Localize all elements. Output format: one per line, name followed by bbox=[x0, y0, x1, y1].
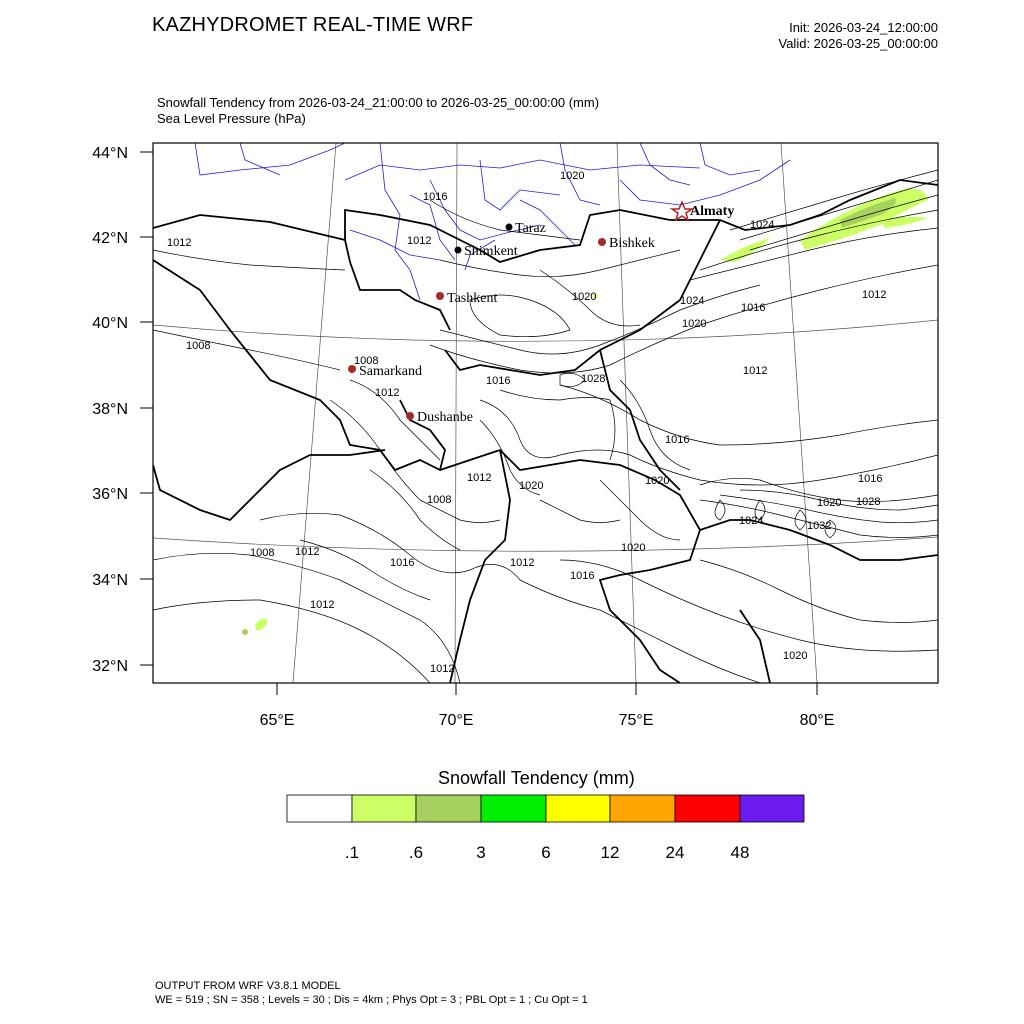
contour-label: 1024 bbox=[750, 219, 775, 231]
lat-label: 32°N bbox=[92, 658, 128, 675]
contour-label: 1012 bbox=[862, 289, 887, 301]
contour-label: 1020 bbox=[621, 542, 646, 554]
init-time: Init: 2026-03-24_12:00:00 bbox=[789, 20, 938, 35]
legend-swatch bbox=[740, 795, 804, 822]
legend-label: .1 bbox=[344, 843, 360, 862]
model-config: WE = 519 ; SN = 358 ; Levels = 30 ; Dis = 4km ; Phys Opt = 3 ; PBL Opt = 1 ; Cu Opt = 1 bbox=[155, 994, 588, 1006]
contour-label: 1020 bbox=[682, 318, 707, 330]
contour-label: 1012 bbox=[167, 237, 192, 249]
contour-label: 1012 bbox=[510, 557, 535, 569]
contour-label: 1012 bbox=[467, 472, 492, 484]
city-shimkent bbox=[455, 244, 518, 259]
contour-label: 1008 bbox=[427, 494, 452, 506]
lat-label: 38°N bbox=[92, 401, 128, 418]
contour-label: 1008 bbox=[354, 355, 379, 367]
lat-label: 36°N bbox=[92, 486, 128, 503]
model-info bbox=[155, 979, 588, 1007]
contour-label: 1024 bbox=[739, 515, 764, 527]
city-label: Tashkent bbox=[447, 291, 498, 306]
lon-label: 80°E bbox=[799, 712, 835, 729]
city-label: Shimkent bbox=[464, 244, 518, 259]
map-title: KAZHYDROMET REAL-TIME WRF bbox=[152, 14, 474, 36]
legend-label: 6 bbox=[541, 843, 551, 862]
contour-label: 1016 bbox=[570, 570, 595, 582]
contour-label: 1012 bbox=[310, 599, 335, 611]
legend-label: .6 bbox=[408, 843, 424, 862]
legend-swatch bbox=[546, 795, 610, 822]
contour-label: 1020 bbox=[560, 170, 585, 182]
city-label: Dushanbe bbox=[417, 410, 473, 425]
contour-label: 1012 bbox=[430, 663, 455, 675]
contour-label: 1016 bbox=[423, 191, 448, 203]
contour-label: 1012 bbox=[295, 546, 320, 558]
contour-label: 1008 bbox=[250, 547, 275, 559]
lat-label: 42°N bbox=[92, 230, 128, 247]
contour-label: 1020 bbox=[572, 291, 597, 303]
contour-label: 1016 bbox=[858, 473, 883, 485]
city-dot-icon bbox=[406, 412, 414, 420]
city-label: Samarkand bbox=[359, 364, 422, 379]
contour-label: 1020 bbox=[645, 475, 670, 487]
contour-label: 1032 bbox=[807, 520, 832, 532]
contour-label: 1016 bbox=[486, 375, 511, 387]
legend-label: 48 bbox=[730, 843, 750, 862]
contour-label: 1028 bbox=[856, 496, 881, 508]
legend-label: 12 bbox=[600, 843, 620, 862]
city-dot-icon bbox=[455, 247, 462, 254]
contour-label: 1024 bbox=[680, 295, 705, 307]
lat-label: 40°N bbox=[92, 315, 128, 332]
city-label: Almaty bbox=[690, 204, 735, 219]
city-dot-icon bbox=[598, 238, 606, 246]
snowfall-field-label: Snowfall Tendency from 2026-03-24_21:00:00 to 2026-03-25_00:00:00 (mm) bbox=[157, 95, 600, 110]
contour-label: 1020 bbox=[817, 497, 842, 509]
city-dushanbe bbox=[406, 410, 473, 425]
contour-label: 1016 bbox=[390, 557, 415, 569]
city-dot-icon bbox=[348, 365, 356, 373]
latitude-labels bbox=[92, 145, 128, 675]
contour-label: 1012 bbox=[407, 235, 432, 247]
legend-swatch bbox=[287, 795, 352, 822]
legend-swatch bbox=[352, 795, 416, 822]
city-dot-icon bbox=[436, 292, 444, 300]
lon-label: 70°E bbox=[438, 712, 474, 729]
contour-label: 1028 bbox=[581, 373, 606, 385]
city-label: Taraz bbox=[515, 221, 546, 236]
lon-label: 65°E bbox=[259, 712, 295, 729]
lat-label: 44°N bbox=[92, 145, 128, 162]
lat-label: 34°N bbox=[92, 572, 128, 589]
legend-swatch bbox=[416, 795, 481, 822]
longitude-labels bbox=[260, 712, 835, 729]
valid-time: Valid: 2026-03-25_00:00:00 bbox=[778, 36, 938, 51]
model-name: OUTPUT FROM WRF V3.8.1 MODEL bbox=[155, 980, 341, 992]
contour-label: 1012 bbox=[743, 365, 768, 377]
legend-label: 24 bbox=[665, 843, 685, 862]
legend-swatch bbox=[610, 795, 675, 822]
contour-label: 1016 bbox=[665, 434, 690, 446]
legend-colorbar bbox=[287, 795, 804, 822]
contour-label: 1020 bbox=[519, 480, 544, 492]
legend-title: Snowfall Tendency (mm) bbox=[438, 768, 635, 788]
legend-swatch bbox=[481, 795, 546, 822]
lon-label: 75°E bbox=[618, 712, 654, 729]
city-samarkand bbox=[348, 364, 422, 379]
contour-label: 1016 bbox=[741, 302, 766, 314]
pressure-field-label: Sea Level Pressure (hPa) bbox=[157, 111, 306, 126]
city-dot-icon bbox=[506, 224, 513, 231]
legend-labels bbox=[345, 843, 750, 862]
contour-label: 1012 bbox=[375, 387, 400, 399]
city-label: Bishkek bbox=[609, 236, 655, 251]
contour-label: 1008 bbox=[186, 340, 211, 352]
legend-swatch bbox=[675, 795, 740, 822]
legend-label: 3 bbox=[476, 843, 486, 862]
contour-label: 1020 bbox=[783, 650, 808, 662]
